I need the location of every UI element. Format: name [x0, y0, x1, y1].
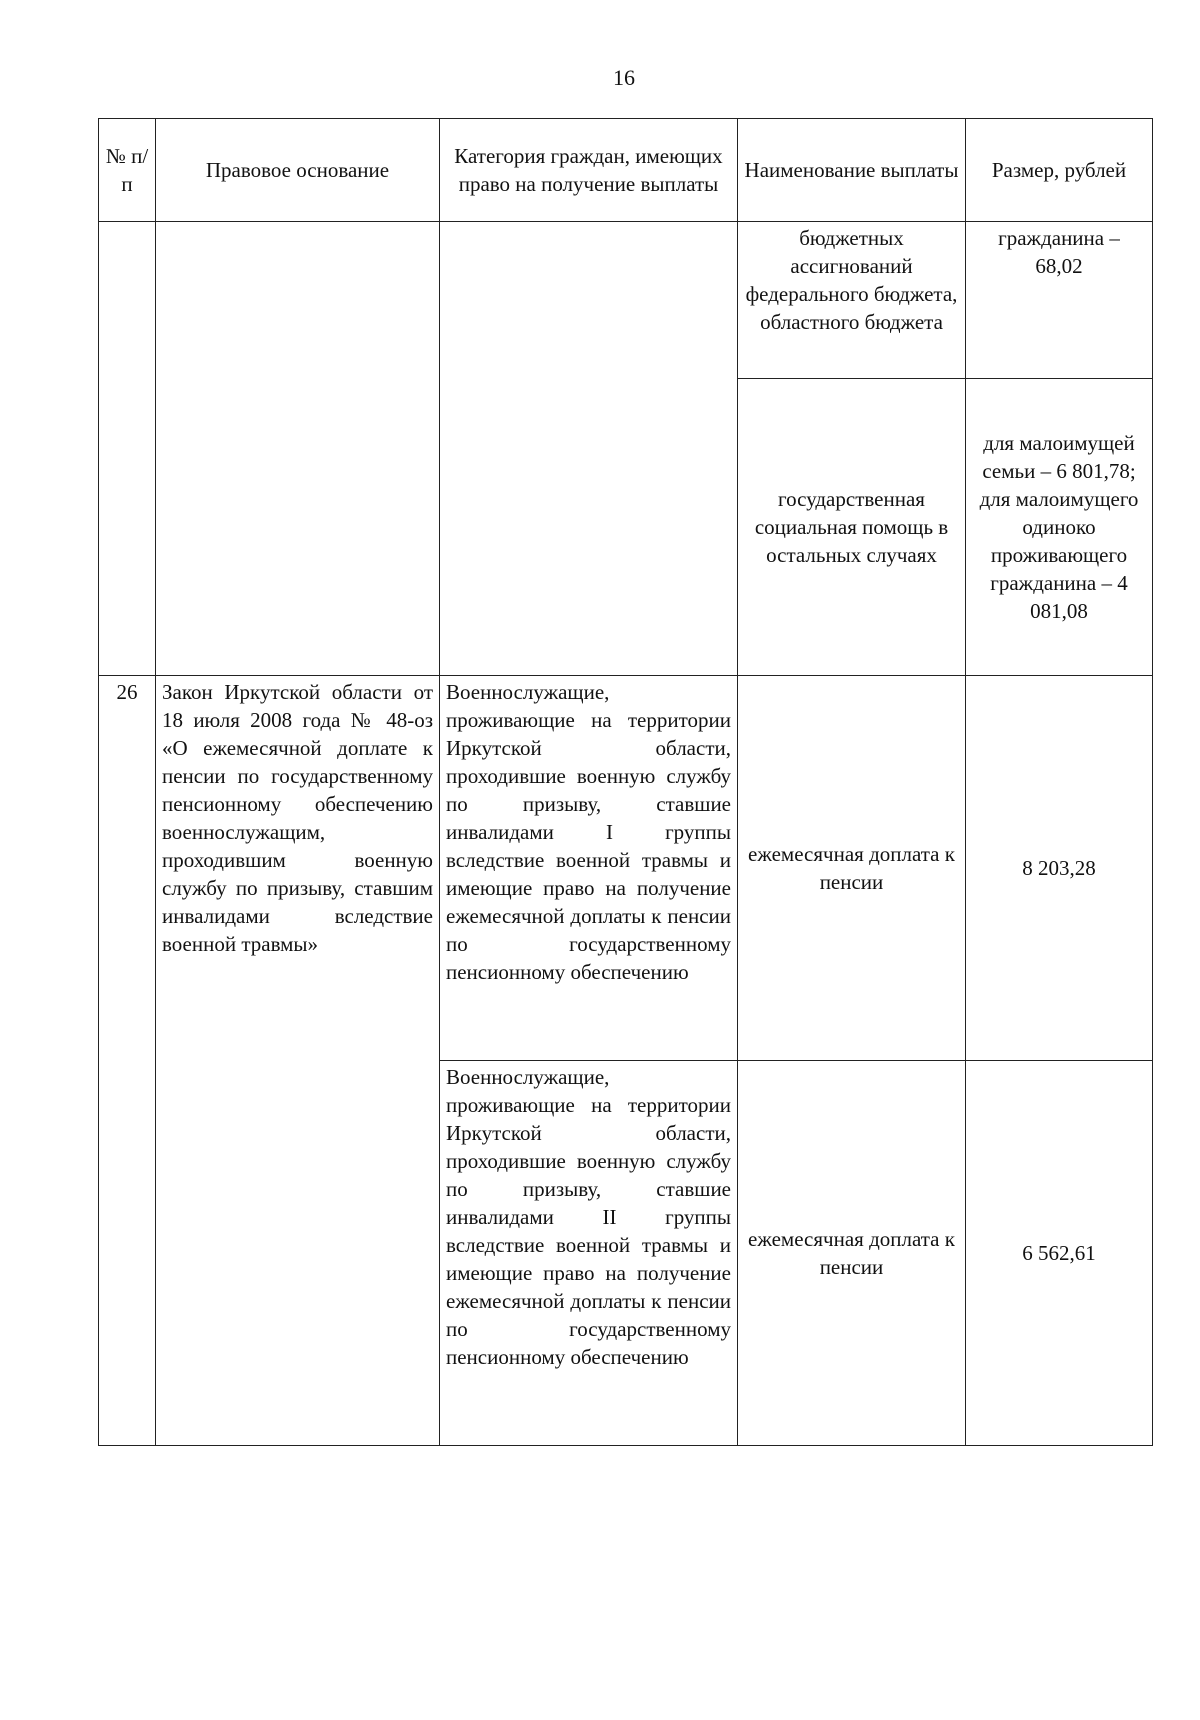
cell-payment-amount: 8 203,28 [966, 676, 1153, 1061]
cell-num-continued [99, 222, 156, 676]
header-amount: Размер, рублей [966, 119, 1153, 222]
header-category: Категория граждан, имеющих право на получение выплаты [440, 119, 738, 222]
cell-payment-amount: для малоимущей семьи – 6 801,78; для малоимущего одиноко проживающего гражданина – 4 081,08 [966, 379, 1153, 676]
table-header-row [99, 119, 1153, 222]
cell-payment-name: ежемесячная доплата к пенсии [738, 676, 966, 1061]
cell-payment-amount: 6 562,61 [966, 1061, 1153, 1446]
cell-row-number: 26 [99, 676, 156, 1446]
cell-payment-name: ежемесячная доплата к пенсии [738, 1061, 966, 1446]
cell-basis-continued [156, 222, 440, 676]
payments-table [98, 118, 1153, 1446]
cell-payment-name: государственная социальная помощь в остальных случаях [738, 379, 966, 676]
page-number: 16 [613, 65, 635, 90]
cell-legal-basis: Закон Иркутской области от 18 июля 2008 года № 48-оз «О ежемесячной доплате к пенсии по государственному пенсионному обеспечению военнослужащим, проходившим военную службу по призыву, ставшим инвалидами вследствие военной травмы» [156, 676, 440, 1446]
cell-payment-name: бюджетных ассигнований федерального бюджета, областного бюджета [738, 222, 966, 379]
table-row [99, 222, 1153, 379]
table-row [99, 676, 1153, 1061]
header-name: Наименование выплаты [738, 119, 966, 222]
header-basis: Правовое основание [156, 119, 440, 222]
cell-citizen-category: Военнослужащие, проживающие на территории Иркутской области, проходившие военную службу по призыву, ставшие инвалидами I группы вследствие военной травмы и имеющие право на получение ежемесячной доплаты к пенсии по государственному пенсионному обеспечению [440, 676, 738, 1061]
cell-citizen-category: Военнослужащие, проживающие на территории Иркутской области, проходившие военную службу по призыву, ставшие инвалидами II группы вследствие военной травмы и имеющие право на получение ежемесячной доплаты к пенсии по государственному пенсионному обеспечению [440, 1061, 738, 1446]
cell-payment-amount: гражданина – 68,02 [966, 222, 1153, 379]
cell-category-continued [440, 222, 738, 676]
header-num: № п/п [99, 119, 156, 222]
